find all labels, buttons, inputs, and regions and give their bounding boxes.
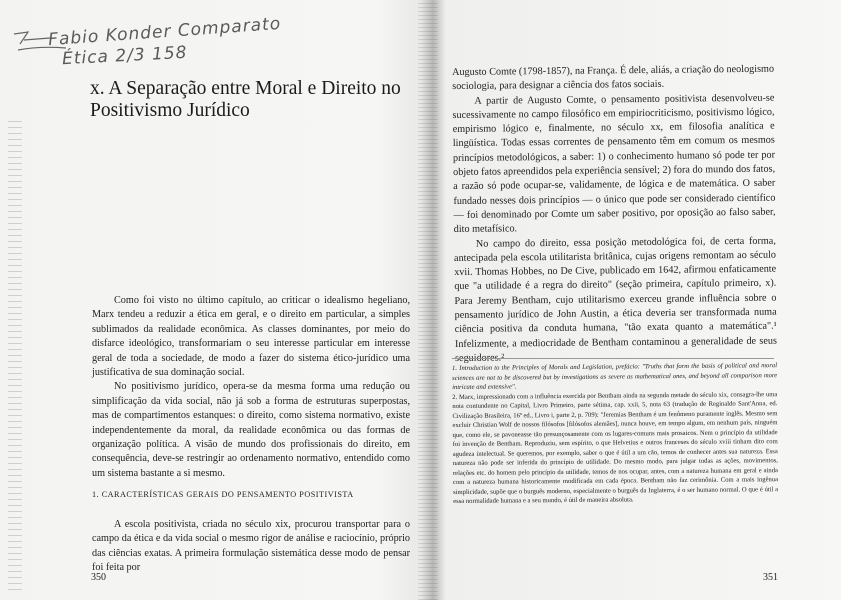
handwritten-note-line2: Ética 2/3 158 [61, 42, 188, 70]
paragraph: Como foi visto no último capítulo, ao criticar o idealismo hegeliano, Marx tendeu a reduzir a ética em geral, e o direito em particular, a simples sublimados da realidade econômica. As classes dominantes, por meio do disfarce ideológico, transformariam o seu interesse particular em interesse geral de toda a sociedade, de modo a fazer do sistema ético-jurídico uma justificativa de sua dominação social. [92, 295, 410, 379]
section-body-text [92, 518, 410, 576]
page-number-right: 351 [763, 572, 778, 583]
footnote-1-title: 1. Introduction to the Principles of Morals and Legislation, prefácio: [452, 363, 640, 372]
footnote-1 [452, 361, 777, 392]
section-heading: 1. CARACTERÍSTICAS GERAIS DO PENSAMENTO POSITIVISTA [92, 490, 354, 499]
chapter-title-line1: x. A Separação entre Moral e Direito no [90, 78, 401, 99]
paragraph: A escola positivista, criada no século xix, procurou transportar para o campo da ética e da vida social o mesmo rigor de análise e raciocínio, próprio das ciências exatas. A primeira formulação sistemática desse modo de pensar foi feita por [92, 519, 410, 574]
paragraph: No positivismo jurídico, opera-se da mesma forma uma redução ou simplificação da vida social, não já sob a forma de estruturas superpostas, mas de compartimentos estanques: o direito, como sistema normativo, existe independentemente da moral, da realidade econômica ou das formas de organização política. A visão de mundo dos profissionais do direito, em consequência, deve-se restringir ao ordenamento normativo, entendido como um sistema bastante a si mesmo. [92, 381, 410, 479]
chapter-title-line2: Positivismo Jurídico [90, 100, 250, 121]
paragraph: A partir de Augusto Comte, o pensamento positivista desenvolveu-se sucessivamente no campo filosófico em empiriocriticismo, positivismo lógico, empirismo lógico e, finalmente, no século xx, em filosofia analítica e lingüística. Todas essas correntes de pensamento têm em comum os mesmos princípios metodológicos, a saber: 1) o conhecimento humano só pode ter por objeto fatos apreendidos pela experiência sensível; 2) fora do mundo dos fatos, a razão só pode ocupar-se, validamente, de lógica e de matemática. O saber fundado nesses dois princípios — o único que pode ser considerado científico — foi denominado por Comte um saber positivo, por oposição ao falso saber, dito metafísico. [452, 92, 776, 236]
chapter-title [90, 78, 410, 122]
footnotes [452, 361, 778, 506]
footnote-2: 2. Marx, impressionado com a influência exercida por Bentham ainda na segunda metade do século xix, consagra-lhe uma nota contundente no Capital, Livro Primeiro, parte sétima, cap. xxii, 5, nota 63 (tradução de Reginaldo Sant'Anna, ed. Civilização Brasileira, 16ª ed., Livro i, parte 2, p. 709): "Jeremias Bentham é um fenômeno puramente inglês. Mesmo sem excluir Christian Wolf de nossos filósofos [filósofos alemães], nunca houve, em tempo algum, em nenhum país, ninguém que, como ele, se pavoneasse tão presunçosamente com os lugares-comuns mais prosaicos. Nem o princípio da utilidade foi invenção de Bentham. Reproduziu, sem espírito, o que Helvetius e outros franceses do século xviii tinham dito com agudeza intelectual. Se queremos, por exemplo, saber o que é útil a um cão, temos de conhecer antes sua natureza. Essa natureza não pode ser inferida do princípio de utilidade. Do mesmo modo, para julgar todas as ações, movimentos, relações etc. do homem pelo princípio da utilidade, temos de nos ocupar, antes, com a natureza humana em geral e ainda com a natureza humana historicamente modificada em cada época. Bentham não faz cerimônia. Com a mais ingênua simplicidade, supõe que o burguês moderno, especialmente o burguês da Inglaterra, é o ser humano normal. O que é útil a essa normalidade humana e a seu mundo, é útil de maneira absoluta. [452, 390, 779, 505]
left-body-text [92, 294, 410, 481]
handwritten-note-line1: Fabio Konder Comparato [47, 13, 282, 51]
paragraph: No campo do direito, essa posição metodológica foi, de certa forma, antecipada pela escola utilitarista britânica, cujas origens remontam ao século xvii. Thomas Hobbes, no De Cive, publicado em 1642, afirmou enfaticamente que "a utilidade é a regra do direito" (seção primeira, capítulo primeiro, x). Para Jeremy Bentham, cujo utilitarismo exerceu grande influência sobre o pensamento jurídico de John Austin, a ética deveria ser transformada numa ciência positiva da conduta humana, "tão exata quanto a matemática".¹ Infelizmente, a mediocridade de Bentham contaminou a generalidade de seus seguidores.² [453, 235, 777, 364]
paragraph: Augusto Comte (1798-1857), na França. É dele, aliás, a criação do neologismo sociologia, para designar a ciência dos fatos sociais. [452, 63, 775, 93]
footnote-divider [452, 358, 774, 359]
right-body-text [452, 63, 777, 367]
footnote-1-quote: "Truths that form the basis of political and moral sciences are not to be discovered but by investigations as severe as mathematical ones, and beyond all comparison more intricate and extensive". [452, 362, 778, 391]
page-number-left: 350 [91, 572, 106, 583]
